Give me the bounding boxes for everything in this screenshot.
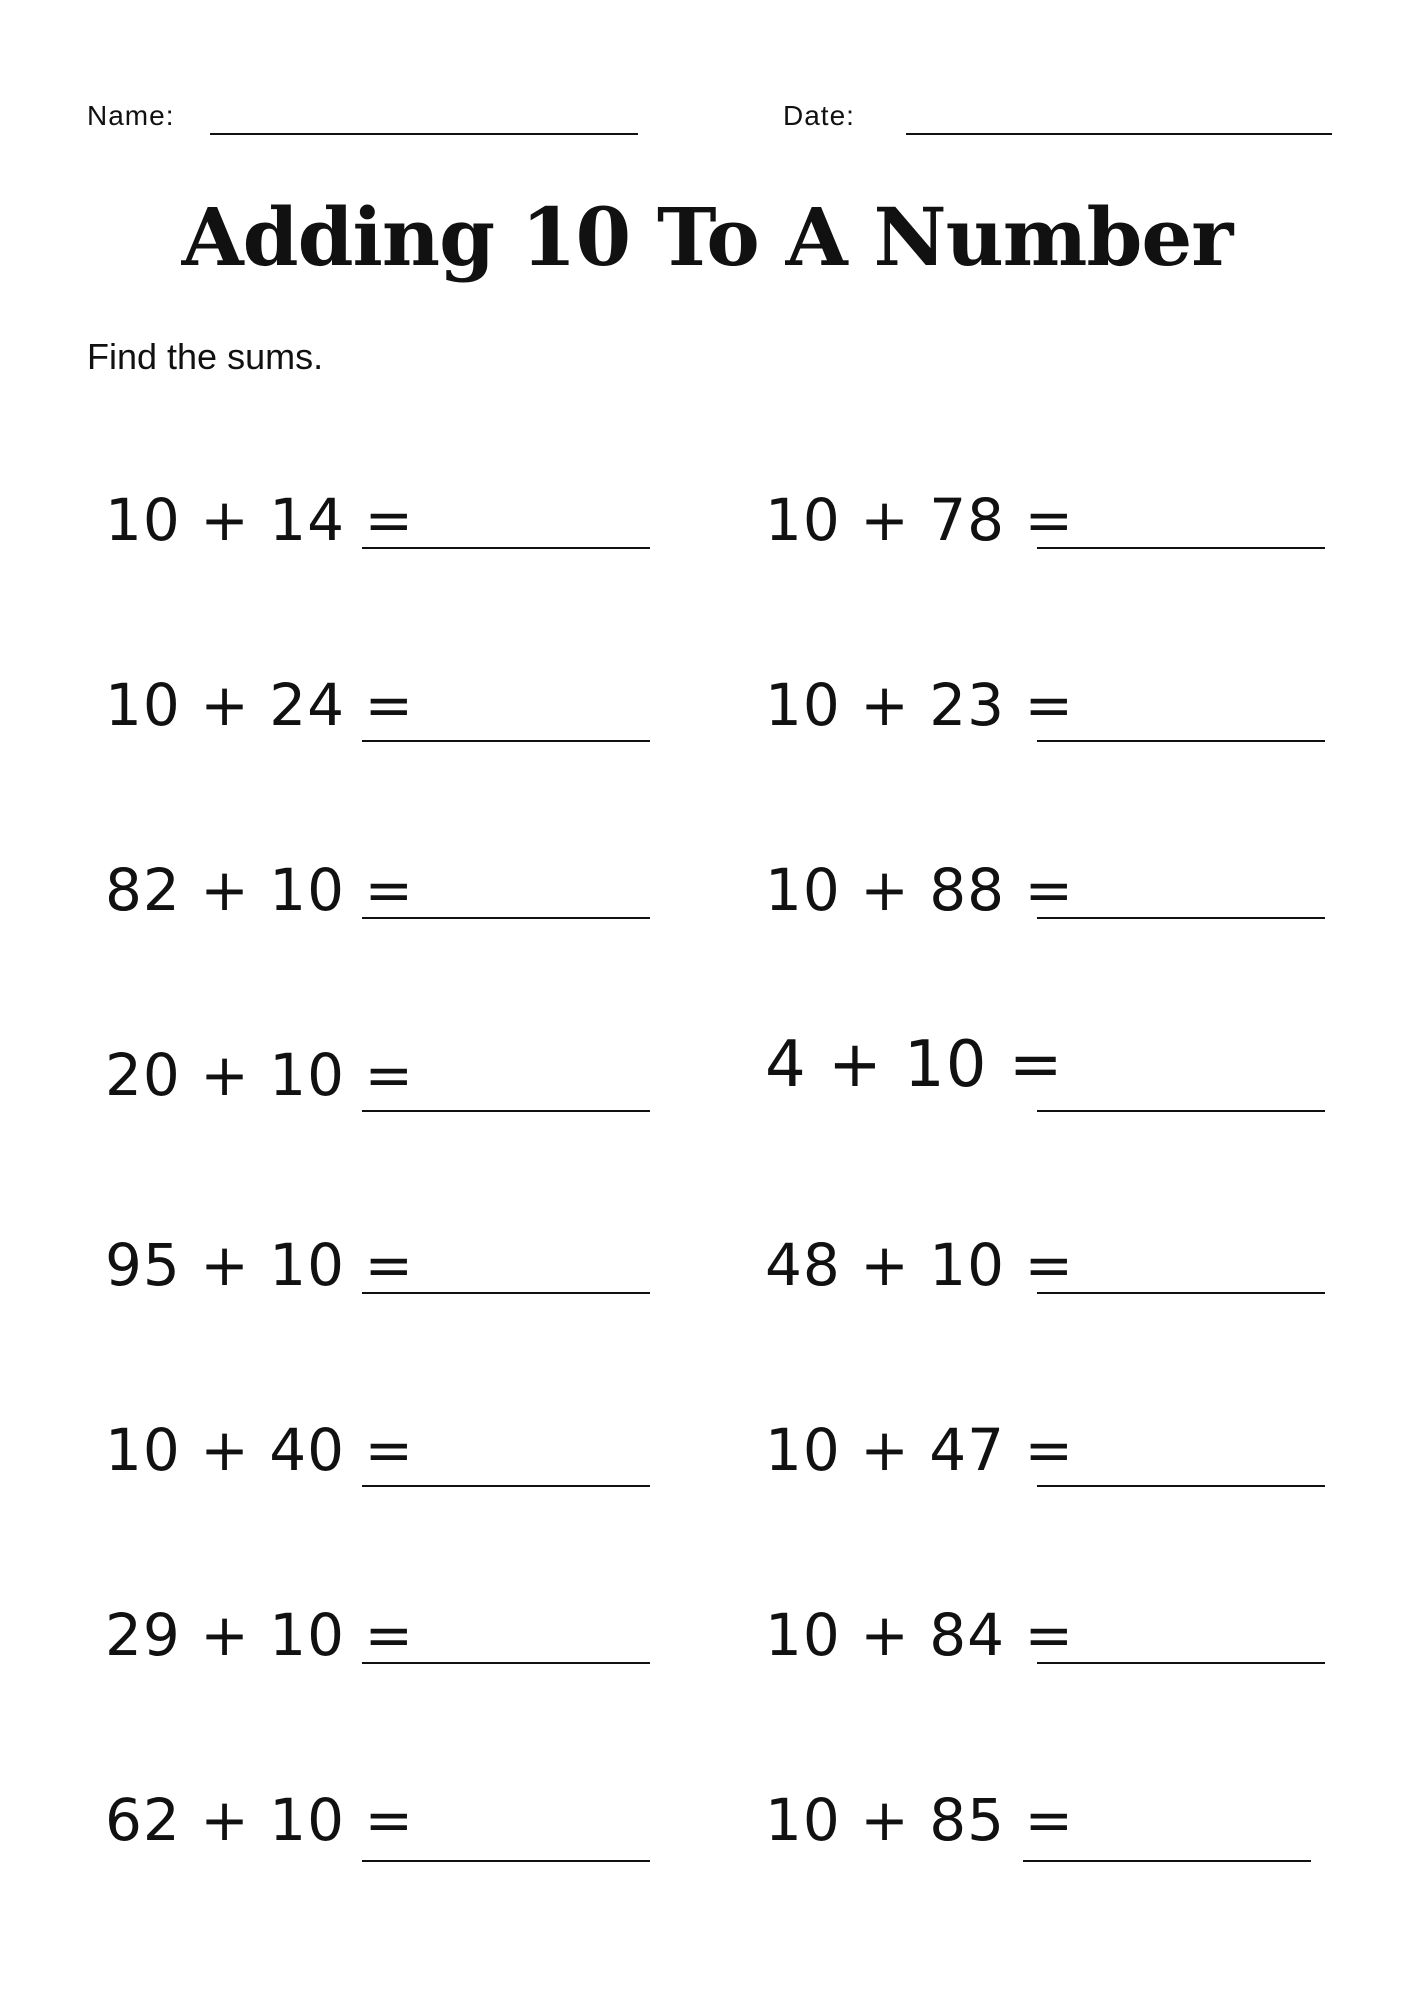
problem-expression: 10 + 47 = [765, 1416, 1075, 1484]
problem-item [765, 1415, 1325, 1505]
answer-field[interactable] [362, 1860, 650, 1862]
problem-item [765, 1785, 1325, 1875]
problem-expression: 82 + 10 = [105, 856, 415, 924]
problem-item [765, 1600, 1325, 1690]
answer-field[interactable] [362, 917, 650, 919]
problem-expression: 10 + 85 = [765, 1786, 1075, 1854]
answer-field[interactable] [1037, 1485, 1325, 1487]
problem-expression: 10 + 14 = [105, 486, 415, 554]
answer-field[interactable] [1037, 1662, 1325, 1664]
answer-field[interactable] [362, 547, 650, 549]
problem-item [105, 670, 665, 760]
problem-expression: 20 + 10 = [105, 1041, 415, 1109]
problem-item [105, 485, 665, 575]
answer-field[interactable] [1037, 740, 1325, 742]
date-label: Date: [783, 100, 855, 131]
problem-item [765, 1030, 1325, 1120]
problem-expression: 95 + 10 = [105, 1231, 415, 1299]
problem-expression: 10 + 88 = [765, 856, 1075, 924]
problem-expression: 62 + 10 = [105, 1786, 415, 1854]
problem-item [765, 670, 1325, 760]
problem-expression: 29 + 10 = [105, 1601, 415, 1669]
problem-item [765, 855, 1325, 945]
answer-field[interactable] [362, 1110, 650, 1112]
answer-field[interactable] [1037, 1110, 1325, 1112]
answer-field[interactable] [1023, 1860, 1311, 1862]
problem-item [105, 1785, 665, 1875]
answer-field[interactable] [1037, 1292, 1325, 1294]
answer-field[interactable] [1037, 917, 1325, 919]
answer-field[interactable] [362, 1485, 650, 1487]
name-label: Name: [87, 100, 175, 131]
problem-item [105, 855, 665, 945]
problem-expression: 10 + 40 = [105, 1416, 415, 1484]
answer-field[interactable] [362, 1292, 650, 1294]
answer-field[interactable] [362, 740, 650, 742]
problem-expression: 10 + 78 = [765, 486, 1075, 554]
answer-field[interactable] [362, 1662, 650, 1664]
problem-item [105, 1040, 665, 1130]
page-title: Adding 10 To A Number [181, 190, 1233, 284]
problem-item [105, 1415, 665, 1505]
problem-expression: 10 + 24 = [105, 671, 415, 739]
problem-expression: 48 + 10 = [765, 1231, 1075, 1299]
instruction-text: Find the sums. [87, 336, 324, 377]
problem-expression: 10 + 84 = [765, 1601, 1075, 1669]
problem-expression: 10 + 23 = [765, 671, 1075, 739]
problem-expression: 4 + 10 = [765, 1028, 1064, 1102]
problem-item [105, 1600, 665, 1690]
problem-item [765, 1230, 1325, 1320]
problem-item [765, 485, 1325, 575]
problem-item [105, 1230, 665, 1320]
answer-field[interactable] [1037, 547, 1325, 549]
